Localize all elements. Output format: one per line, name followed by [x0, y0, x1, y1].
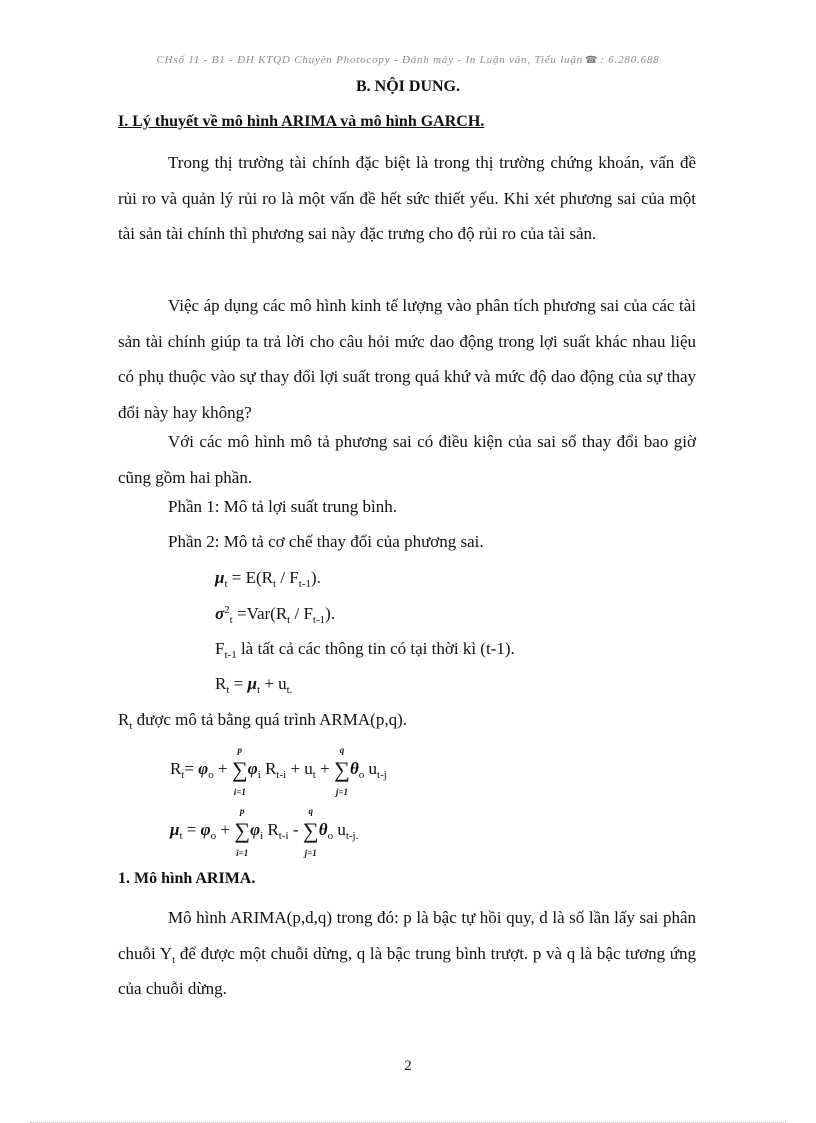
equation-mu: $\mu_t = E(R_t / F_{t-1})$.	[215, 568, 321, 590]
formula-arma-r: $R_t= \varphi_o$ + ∑ p i=1 $\varphi_i$ $R_{t-i} + u_t$ + ∑ q j=1 $\theta_o$ $u_{t-j}$	[170, 745, 387, 797]
header-text: CHsố 11 - B1 - ĐH KTQD Chuyên Photocopy - Đánh máy - In Luận văn, Tiểu luận	[156, 54, 583, 66]
part-2-line: Phần 2: Mô tả cơ chế thay đổi của phương sai.	[168, 532, 484, 551]
paragraph-arima: Mô hình ARIMA(p,d,q) trong đó: p là bậc tự hồi quy, d là số lần lấy sai phân chuỗi $Y_t$ để được một chuỗi dừng, q là bậc trung bình trượt. p và q là bậc tương ứng của chuỗi dừng.	[118, 908, 697, 998]
section-title: B. NỘI DUNG.	[355, 78, 460, 95]
phone-icon: ☎	[584, 55, 599, 66]
sum-symbol: ∑ q j=1	[334, 745, 350, 797]
page-header	[0, 54, 816, 66]
paragraph-3: Với các mô hình mô tả phương sai có điều kiện của sai số thay đổi bao giờ cũng gồm hai phần.	[118, 432, 696, 487]
sum-symbol: ∑ p i=1	[234, 806, 251, 858]
equation-f-definition: $F_{t-1}$ là tất cả các thông tin có tại thời kì (t-1).	[215, 639, 515, 661]
equation-r: $R_t = \mu_t + u_{t.}$	[215, 674, 293, 696]
heading-arima: 1. Mô hình ARIMA.	[118, 870, 256, 887]
equation-sigma: $\sigma^2_t =Var(R_t / F_{t-1})$.	[215, 604, 336, 626]
sum-symbol: ∑ p i=1	[231, 745, 248, 797]
header-phone: : 6.280.688	[600, 54, 660, 66]
paragraph-1: Trong thị trường tài chính đặc biệt là trong thị trường chứng khoán, vấn đề rủi ro và quản lý rủi ro là một vấn đề hết sức thiết yếu. Khi xét phương sai của một tài sản tài chính thì phương sai này đặc trưng cho độ rủi ro của tài sản.	[118, 153, 696, 243]
part-1-line: Phần 1: Mô tả lợi suất trung bình.	[168, 497, 398, 516]
page-number: 2	[404, 1058, 412, 1074]
paragraph-2: Việc áp dụng các mô hình kinh tế lượng vào phân tích phương sai của các tài sản tài chính giúp ta trả lời cho câu hỏi mức dao động trong lợi suất khác nhau liệu có phụ thuộc vào sự thay đổi lợi suất trong quá khứ và mức độ dao động của sự thay đổi này hay không?	[118, 296, 696, 422]
sum-symbol: ∑ q j=1	[302, 806, 319, 858]
formula-arma-mu: $\mu_t = \varphi_o$ + ∑ p i=1 $\varphi_i$ $R_{t-i}$ - ∑ q j=1 $\theta_o$ $u_{t-j.}$	[170, 806, 359, 858]
arma-line: $R_t$ được mô tả bằng quá trình ARMA(p,q).	[118, 710, 407, 732]
heading-theory: I. Lý thuyết về mô hình ARIMA và mô hình GARCH.	[118, 113, 485, 130]
